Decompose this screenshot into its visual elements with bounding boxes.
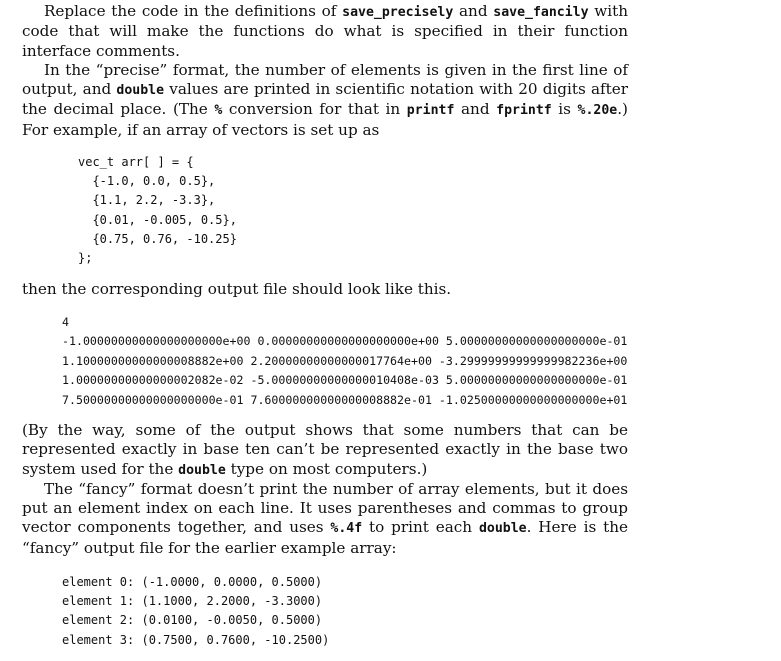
printf-code: printf [406, 103, 455, 119]
output-line: 7.50000000000000000000e-01 7.60000000000000008882e-01 -1.02500000000000000000e+01 [62, 392, 628, 407]
output-line: 1.00000000000000002082e-02 -5.00000000000000010408e-03 5.00000000000000000000e-01 [62, 373, 628, 388]
fancy-paragraph [22, 480, 628, 558]
double-code: double [478, 521, 527, 537]
precise-text-5: is [551, 100, 578, 119]
explanation-section [22, 421, 628, 558]
intro-text-1: Replace the code in the definitions of [44, 2, 343, 20]
fancy-text-2: to print each [362, 518, 479, 537]
intro-section [22, 2, 628, 140]
btw-text-2: type on most computers.) [225, 459, 428, 478]
precise-output-block [62, 313, 627, 410]
output-line: element 3: (0.7500, 0.7600, -10.2500) [62, 632, 330, 647]
code-line: }; [78, 251, 93, 266]
output-line: element 0: (-1.0000, 0.0000, 0.5000) [62, 575, 323, 589]
output-line: 1.10000000000000008882e+00 2.20000000000000017764e+00 -3.29999999999999982236e+00 [62, 353, 628, 368]
code-line: {0.75, 0.76, -10.25} [78, 231, 237, 246]
btw-text-1: (By the way, some of the output shows that some numbers that can be represented exactly in base ten can’t be represented exactly in the base two system used for the [22, 421, 628, 478]
code-line: {-1.0, 0.0, 0.5}, [78, 174, 216, 189]
output-line: element 1: (1.1000, 2.2000, -3.3000) [62, 594, 323, 609]
precise-paragraph [22, 61, 628, 140]
then-paragraph: then the corresponding output file should look like this. [22, 280, 452, 298]
fancy-format-code: %.4f [330, 521, 363, 537]
code-line: {0.01, -0.005, 0.5}, [78, 212, 237, 227]
output-line: 4 [62, 315, 69, 329]
fancy-text-1: The “fancy” format doesn’t print the number of array elements, but it does put an element index on each line. It uses parentheses and commas to group vector components together, and uses [22, 479, 628, 537]
fancy-text-3: . Here is the “fancy” output file for the earlier example array: [22, 518, 628, 557]
save-fancily-code: save_fancily [493, 5, 589, 20]
by-the-way-paragraph [22, 421, 628, 480]
fprintf-code: fprintf [496, 103, 552, 119]
double-code: double [116, 83, 165, 99]
save-precisely-code: save_precisely [342, 5, 454, 20]
precise-text-4: and [454, 100, 497, 119]
code-line: {1.1, 2.2, -3.3}, [78, 193, 216, 208]
intro-text-2: and [453, 2, 494, 20]
code-line: vec_t arr[ ] = { [78, 155, 194, 169]
precise-text-3: conversion for that in [222, 100, 407, 119]
fancy-output-block [62, 573, 329, 650]
output-line: -1.00000000000000000000e+00 0.00000000000000000000e+00 5.00000000000000000000e-01 [62, 334, 628, 349]
array-code-block [78, 153, 237, 268]
precise-text-6: .) For example, if an array of vectors is set up as [22, 100, 628, 139]
percent-code: % [214, 103, 223, 119]
precise-text-1: In the “precise” format, the number of elements is given in the first line of output, and [22, 60, 628, 99]
intro-text-3: with code that will make the functions do what is specified in their function interface comments. [22, 2, 628, 60]
output-line: element 2: (0.0100, -0.0050, 0.5000) [62, 613, 323, 628]
intro-paragraph [22, 2, 628, 61]
format-spec-code: %.20e [577, 103, 618, 119]
precise-text-2: values are printed in scientific notation with 20 digits after the decimal place. (The [22, 80, 628, 119]
double-code: double [178, 462, 226, 478]
